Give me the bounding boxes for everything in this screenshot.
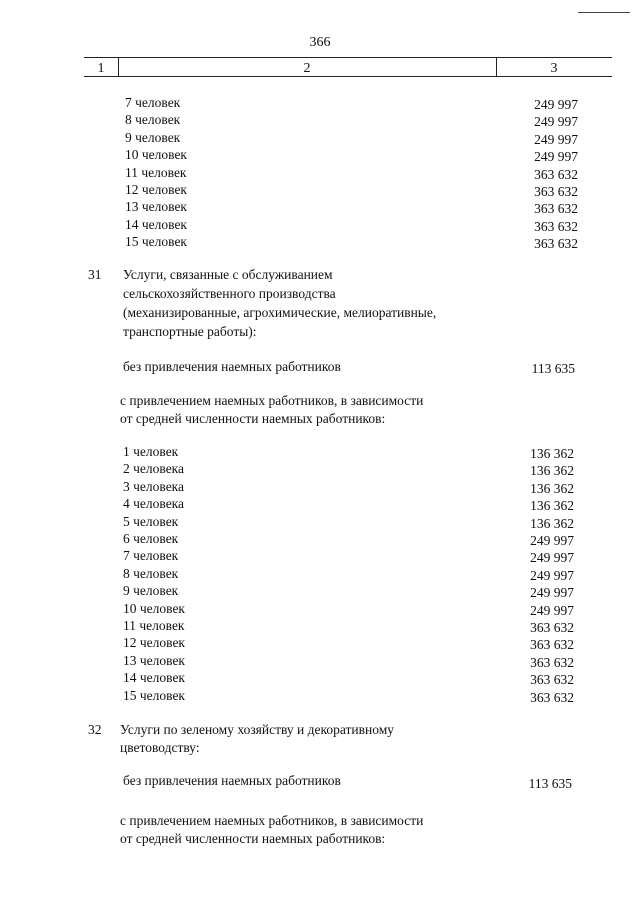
header-top-rule	[84, 57, 612, 58]
row-value: 363 632	[530, 654, 574, 670]
row-label: 12 человек	[123, 635, 185, 651]
row-value: 136 362	[530, 446, 574, 461]
row-value: 249 997	[530, 567, 574, 583]
row-value: 363 632	[534, 218, 578, 234]
row-label: 13 человек	[125, 199, 187, 215]
header-col-1: 1	[97, 61, 105, 76]
row-value: 363 632	[530, 672, 574, 688]
row-label: 14 человек	[123, 670, 185, 686]
row-value: 249 997	[530, 533, 574, 548]
row-value: 249 997	[534, 131, 578, 147]
row-value: 136 362	[530, 463, 574, 479]
row-value: 363 632	[530, 637, 574, 653]
row-value: 363 632	[534, 236, 578, 252]
text-line: сельскохозяйственного производства	[123, 286, 336, 301]
row-label: 10 человек	[123, 600, 185, 616]
header-col-3: 3	[550, 61, 558, 76]
section-31-number: 31	[88, 267, 102, 282]
text-line: с привлечением наемных работников, в зависимости	[120, 813, 424, 828]
row-label: 15 человек	[125, 234, 187, 250]
row-label: 15 человек	[123, 687, 185, 703]
section-32-no-hired-label: без привлечения наемных работников	[123, 773, 341, 788]
section-31-no-hired-value: 113 635	[531, 361, 575, 376]
row-label: 6 человек	[123, 531, 179, 546]
row-value: 136 362	[530, 515, 574, 531]
section-32-number: 32	[88, 722, 102, 737]
row-label: 1 человек	[123, 444, 179, 459]
scan-corner-mark	[578, 12, 630, 13]
row-label: 13 человек	[123, 652, 185, 668]
row-value: 249 997	[530, 585, 574, 601]
row-value: 249 997	[534, 114, 578, 130]
row-label: 7 человек	[123, 548, 179, 564]
row-value: 249 997	[530, 550, 574, 566]
row-value: 136 362	[530, 498, 574, 514]
row-label: 9 человек	[123, 583, 179, 599]
row-value: 136 362	[530, 480, 574, 496]
text-line: транспортные работы):	[123, 324, 257, 339]
page-number: 366	[309, 35, 331, 50]
row-label: 9 человек	[125, 129, 181, 145]
row-value: 249 997	[534, 149, 578, 165]
row-value: 249 997	[534, 97, 578, 112]
row-label: 2 человека	[123, 461, 185, 477]
row-label: 14 человек	[125, 216, 187, 232]
row-value: 249 997	[530, 602, 574, 618]
text-line: от средней численности наемных работников:	[120, 411, 386, 426]
row-label: 7 человек	[125, 95, 181, 110]
row-label: 8 человек	[125, 112, 181, 128]
text-line: от средней численности наемных работников:	[120, 831, 386, 846]
section-32-no-hired-value: 113 635	[528, 776, 572, 791]
row-label: 12 человек	[125, 182, 187, 197]
row-label: 11 человек	[123, 618, 185, 633]
row-label: 4 человека	[123, 496, 185, 512]
row-label: 11 человек	[125, 164, 187, 180]
header-col-divider-1	[118, 57, 119, 77]
text-line: (механизированные, агрохимические, мелиоративные,	[123, 305, 437, 320]
header-col-divider-2	[496, 57, 497, 77]
row-value: 363 632	[530, 620, 574, 635]
header-col-2: 2	[303, 61, 311, 76]
text-line: Услуги по зеленому хозяйству и декоративному	[120, 722, 395, 737]
row-label: 10 человек	[125, 147, 187, 163]
text-line: цветоводству:	[120, 740, 200, 755]
section-31-no-hired-label: без привлечения наемных работников	[123, 359, 341, 374]
row-value: 363 632	[534, 166, 578, 182]
text-line: Услуги, связанные с обслуживанием	[123, 267, 333, 282]
row-value: 363 632	[534, 184, 578, 199]
row-value: 363 632	[534, 201, 578, 217]
row-label: 5 человек	[123, 513, 179, 529]
row-label: 8 человек	[123, 565, 179, 581]
row-value: 363 632	[530, 689, 574, 705]
text-line: с привлечением наемных работников, в зависимости	[120, 393, 424, 408]
row-label: 3 человека	[123, 478, 185, 494]
